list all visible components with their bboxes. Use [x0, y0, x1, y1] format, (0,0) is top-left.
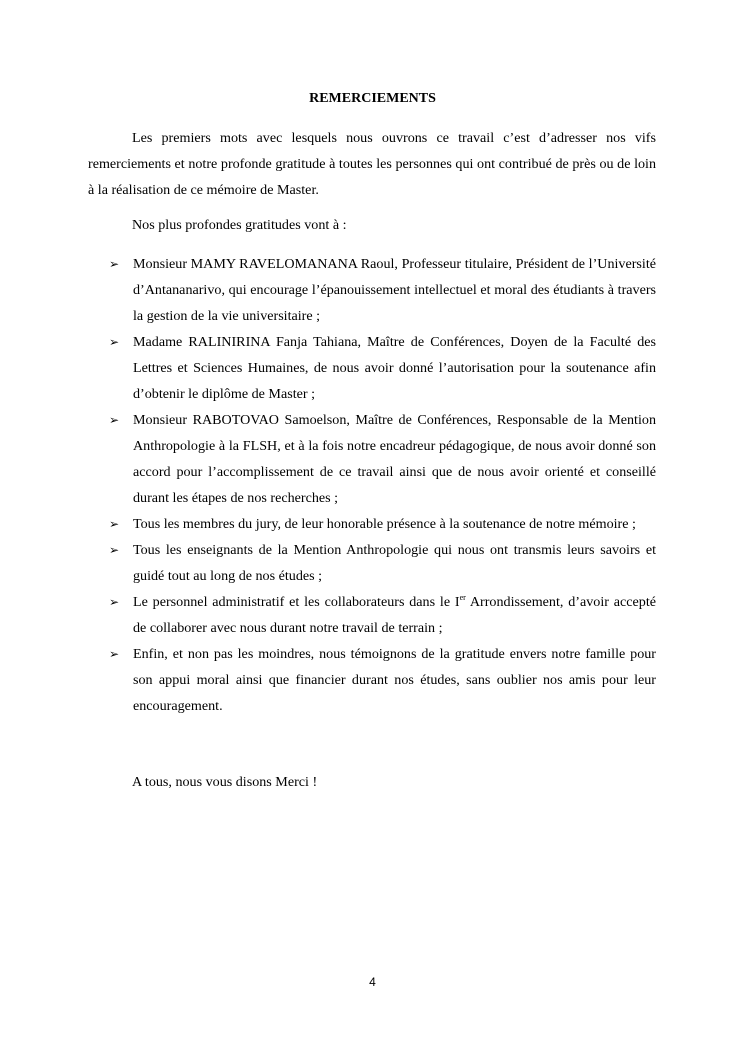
list-item: ➢ Tous les membres du jury, de leur honorable présence à la soutenance de notre mémoire ; — [106, 511, 656, 537]
arrowhead-bullet-icon: ➢ — [109, 595, 120, 609]
page-number: 4 — [369, 975, 376, 989]
arrowhead-bullet-icon: ➢ — [109, 517, 120, 531]
intro-paragraph: Les premiers mots avec lesquels nous ouvrons ce travail c’est d’adresser nos vifs remerciements et notre profonde gratitude à toutes les personnes qui ont contribué de près ou de loin à la réalisation de ce mémoire de Master. — [88, 130, 656, 198]
page-title: REMERCIEMENTS — [309, 91, 436, 106]
arrowhead-bullet-icon: ➢ — [109, 647, 120, 661]
list-item: ➢ Monsieur MAMY RAVELOMANANA Raoul, Professeur titulaire, Président de l’Université d’Antananarivo, qui encourage l’épanouissement intellectuel et moral des étudiants à travers la gestion de la vie universitaire ; — [106, 251, 656, 329]
lead-paragraph: Nos plus profondes gratitudes vont à : — [132, 217, 347, 233]
list-item: ➢ Le personnel administratif et les collaborateurs dans le Ier Arrondissement, d’avoir accepté de collaborer avec nous durant notre travail de terrain ; — [106, 589, 656, 641]
list-item: ➢ Monsieur RABOTOVAO Samoelson, Maître de Conférences, Responsable de la Mention Anthropologie à la FLSH, et à la fois notre encadreur pédagogique, de nous avoir donné son accord pour l’accomplissement de ce travail ainsi que de nous avoir orienté et conseillé durant les étapes de nos recherches ; — [106, 407, 656, 511]
arrowhead-bullet-icon: ➢ — [109, 543, 120, 557]
list-item: ➢ Enfin, et non pas les moindres, nous témoignons de la gratitude envers notre famille pour son appui moral ainsi que financier durant nos études, sans oublier nos amis pour leur encouragement. — [106, 641, 656, 719]
list-item: ➢ Madame RALINIRINA Fanja Tahiana, Maître de Conférences, Doyen de la Faculté des Lettres et Sciences Humaines, de nous avoir donné l’autorisation pour la soutenance afin d’obtenir le diplôme de Master ; — [106, 329, 656, 407]
list-item: ➢ Tous les enseignants de la Mention Anthropologie qui nous ont transmis leurs savoirs et guidé tout au long de nos études ; — [106, 537, 656, 589]
arrowhead-bullet-icon: ➢ — [109, 335, 120, 349]
acknowledgement-list — [106, 251, 656, 719]
arrowhead-bullet-icon: ➢ — [109, 413, 120, 427]
closing-paragraph: A tous, nous vous disons Merci ! — [132, 774, 318, 790]
arrowhead-bullet-icon: ➢ — [109, 257, 120, 271]
